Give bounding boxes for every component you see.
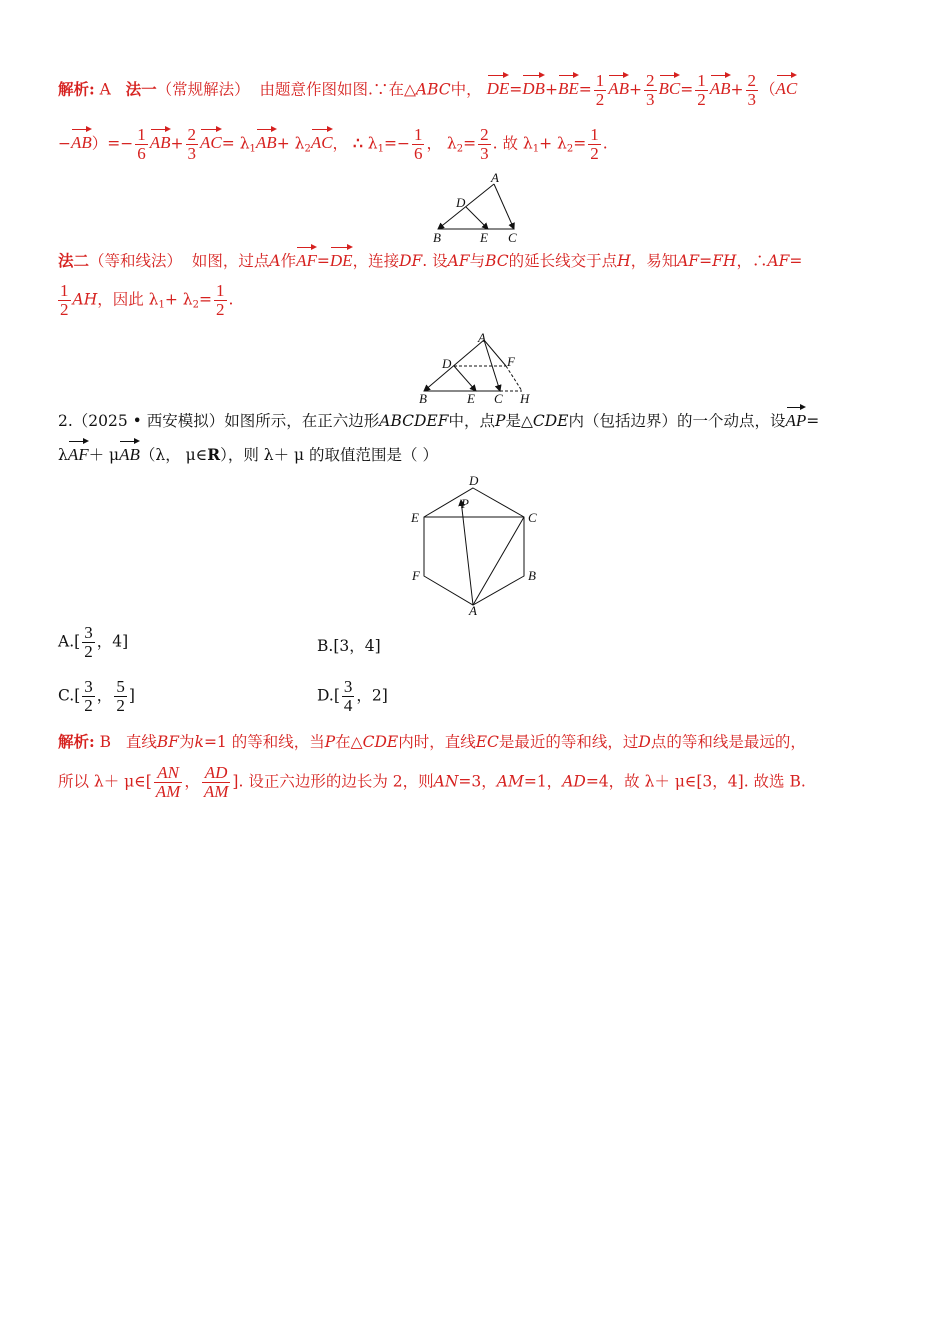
- solution-1-line-2: −AB）=− $\frac{1}{6}$ AB+ $\frac{2}{3}$ $AC= \lambda_1AB+ \lambda_2AC$， ∴ $\lambda_1=-$ $\frac{1}{6}$ ， $\lambda_2=$ $\frac{2}{3}$ . 故 $\lambda_1+ \lambda_2=$ $\frac{1}{2}$ .: [58, 125, 608, 163]
- option-label: D.: [317, 686, 334, 705]
- vector-ap-line: [461, 500, 473, 605]
- method-2-note: （等和线法）: [89, 252, 183, 270]
- subscript: 1: [249, 143, 256, 155]
- fraction-two-thirds: $\frac{2}{3}$: [480, 125, 489, 163]
- subscript: 2: [304, 143, 311, 155]
- point-a: A: [269, 252, 281, 270]
- option-d[interactable]: D.[ $\frac{3}{4}$ ，2]: [317, 677, 388, 715]
- segment-fh: [506, 366, 522, 391]
- text-fragment: 在△: [335, 733, 363, 751]
- point-p: P: [324, 733, 336, 751]
- vector-de: DE: [330, 247, 353, 270]
- side-ab: [438, 184, 494, 229]
- label-c: C: [494, 391, 503, 406]
- text-fragment: 点的等和线是最远的，: [650, 733, 806, 751]
- label-c: C: [528, 510, 537, 525]
- fraction-two-thirds: $\frac{2}{3}$: [646, 71, 655, 109]
- point-h: H: [617, 252, 631, 270]
- solution-2-line-1: [58, 734, 806, 751]
- segment-ec: EC: [475, 733, 499, 751]
- point-p: P: [495, 412, 506, 430]
- segment-de: [454, 366, 476, 391]
- lambda-symbol: λ: [239, 134, 250, 153]
- vector-ab: AB: [71, 129, 92, 152]
- label-b: B: [433, 230, 441, 245]
- subscript: 2: [192, 299, 199, 311]
- real-set-symbol: R: [207, 445, 221, 464]
- solution-label: 解析:: [58, 732, 95, 751]
- label-e: E: [480, 230, 488, 245]
- method-1-title: 法一: [125, 79, 157, 99]
- segment-df: DF: [399, 252, 423, 270]
- numerator: 3: [84, 677, 93, 696]
- lambda-symbol: λ: [446, 134, 457, 153]
- vector-af: AF: [68, 441, 89, 464]
- vector-af: AF: [296, 247, 317, 270]
- fraction-two-thirds: $\frac{2}{3}$: [747, 71, 757, 109]
- text-fragment: 如图所示，在正六边形: [224, 412, 380, 430]
- method-2-line-1: 法二（等和线法） 如图，过点A作AF=DE，连接DF. 设AF与BC的延长线交于点H，易知AF=FH，∴AF=: [58, 252, 802, 270]
- vector-ab: AB: [150, 129, 171, 152]
- vector-ab: AB: [119, 441, 140, 464]
- lambda-symbol: λ: [294, 134, 305, 153]
- lambda-symbol: λ: [182, 290, 193, 309]
- solution-answer: B: [99, 733, 112, 751]
- method-1-note: （常规解法）: [156, 80, 250, 99]
- denominator: 2: [84, 695, 93, 715]
- fraction-an-am: [154, 764, 183, 801]
- subscript: 2: [566, 143, 574, 155]
- fraction-ad-am: [202, 764, 231, 801]
- question-2-line-1: 2.（2025 • 西安模拟）如图所示，在正六边形ABCDEF中，点P是△CDE内（包括边界）的一个动点，设AP=: [58, 412, 819, 430]
- label-c: C: [508, 230, 517, 245]
- label-e: E: [467, 391, 475, 406]
- text-fragment: ，∴: [736, 252, 768, 270]
- text-fragment: . 故: [492, 134, 518, 153]
- fraction: [342, 678, 355, 715]
- text-fragment: 为: [179, 733, 195, 751]
- vector-ac: AC: [776, 75, 798, 98]
- lambda-symbol: λ: [557, 134, 567, 153]
- question-number: 2.: [58, 412, 73, 430]
- question-source: （2025 • 西安模拟）: [72, 412, 225, 430]
- method-2-title: 法二: [58, 251, 90, 270]
- segment-af: AF: [767, 252, 790, 270]
- option-label: C.: [58, 686, 75, 705]
- option-value: 4: [112, 632, 123, 651]
- vector-ab: AB: [256, 129, 277, 152]
- segment-af: [484, 340, 506, 366]
- lambda-symbol: λ: [148, 290, 159, 309]
- fraction-half: $\frac{1}{2}$: [595, 71, 605, 109]
- fraction-half: $\frac{1}{2}$: [590, 125, 599, 163]
- numerator: 5: [116, 677, 125, 696]
- label-e: E: [411, 510, 419, 525]
- text-fragment: ），则 λ＋ μ 的取值范围是（ ）: [220, 446, 438, 464]
- triangle-figure-2: [414, 330, 538, 406]
- hexagon-figure: [400, 472, 550, 620]
- fraction: [82, 624, 95, 661]
- option-label: A.: [58, 632, 75, 651]
- segment-am: AM: [496, 772, 524, 791]
- text-fragment: ，因此: [97, 290, 144, 309]
- numerator: AN: [157, 763, 179, 782]
- equation-af-fh: AF=FH: [677, 252, 737, 270]
- point-d: D: [638, 733, 651, 751]
- text-fragment: 与: [469, 252, 486, 270]
- solution-1-line-1: 解析: A 法一（常规解法） 由题意作图如图.∵在△ABC中， DE=DB+BE= $\frac{1}{2}$ AB+ $\frac{2}{3}$ BC= $\frac{1}{2}$ AB+ $\frac{2}{3}$ （AC: [58, 71, 798, 109]
- vector-db: DB: [522, 75, 545, 98]
- label-d: D: [456, 195, 466, 210]
- segment-bf: BF: [156, 733, 180, 751]
- mu-symbol: μ: [109, 446, 120, 464]
- text-fragment: . 设正六边形的边长为 2，则: [238, 772, 434, 791]
- solution-1-intro: 由题意作图如图.∵在△: [259, 80, 416, 99]
- label-d: D: [469, 473, 479, 488]
- text-fragment: 内（包括边界）的一个动点，设: [568, 412, 786, 430]
- therefore-symbol: ∴: [352, 133, 363, 153]
- option-b[interactable]: [317, 634, 381, 656]
- vector-ab: AB: [608, 75, 629, 98]
- vector-be: BE: [558, 75, 579, 98]
- label-a: A: [491, 170, 499, 185]
- lambda-symbol: λ: [367, 134, 378, 153]
- subscript: 1: [158, 299, 165, 311]
- segment-af: AF: [447, 252, 470, 270]
- label-d: D: [442, 356, 452, 371]
- method-2-line-2: $\frac{1}{2}$ AH，因此 $\lambda_1+ \lambda_2=$ $\frac{1}{2}$ .: [60, 281, 234, 319]
- option-c[interactable]: C.[ $\frac{3}{2}$ ， $\frac{5}{2}$ ]: [58, 677, 135, 715]
- hexagon-name: ABCDEF: [379, 412, 449, 430]
- solution-answer: A: [99, 80, 111, 99]
- vector-ab: AB: [710, 75, 731, 98]
- fraction-half: $\frac{1}{2}$: [60, 281, 69, 319]
- label-h: H: [520, 391, 530, 406]
- vector-ap: AP: [786, 407, 807, 430]
- subscript: 2: [456, 143, 464, 155]
- denominator: AM: [203, 781, 229, 801]
- fraction-half: $\frac{1}{2}$: [216, 281, 225, 319]
- numerator: 3: [343, 677, 353, 696]
- label-a: A: [469, 603, 477, 618]
- text-fragment: ，连接: [352, 252, 400, 270]
- fraction-half: $\frac{1}{2}$: [697, 71, 706, 109]
- text-fragment: 是△: [505, 412, 533, 430]
- text-fragment: 的延长线交于点: [508, 252, 618, 270]
- segment-de: [466, 207, 488, 229]
- label-p: P: [461, 496, 469, 511]
- segment-an: AN: [433, 772, 459, 791]
- subscript: 1: [532, 143, 540, 155]
- text-fragment: （λ， μ∈: [139, 446, 208, 464]
- subscript: 1: [377, 143, 384, 155]
- segment-ah: AH: [72, 290, 98, 309]
- text-fragment: ，易知: [630, 252, 678, 270]
- fraction-two-thirds: $\frac{2}{3}$: [187, 125, 197, 163]
- label-f: F: [507, 354, 515, 369]
- fraction: [82, 678, 95, 715]
- segment-ac: [473, 517, 524, 605]
- triangle-figure-1: [420, 170, 530, 246]
- side-ac: [494, 184, 514, 229]
- text-fragment: =3，: [458, 772, 497, 791]
- label-b: B: [528, 568, 536, 583]
- text-fragment: =4，故 λ＋ μ∈[3，4]. 故选 B.: [585, 772, 806, 791]
- vector-de: DE: [487, 75, 510, 98]
- label-a: A: [478, 330, 486, 345]
- solution-2-line-2: 所以 λ＋ μ∈[ $\frac{AN}{AM}$ ， $\frac{AD}{AM}$ ]. 设正六边形的边长为 2，则AN=3，AM=1，AD=4，故 λ＋ μ∈[3，4]. 故选 B.: [58, 763, 806, 801]
- text-fragment: 是最近的等和线，过: [498, 733, 639, 751]
- text-fragment: 内时，直线: [398, 733, 476, 751]
- text-fragment: 作: [280, 252, 297, 270]
- text-fragment: 所以 λ＋ μ∈: [58, 772, 146, 791]
- denominator: 2: [84, 641, 93, 661]
- text-fragment: 中，点: [448, 412, 496, 430]
- question-2-line-2: λAF＋ μAB（λ， μ∈R），则 λ＋ μ 的取值范围是（ ）: [58, 446, 438, 464]
- text-fragment: . 设: [422, 252, 448, 270]
- denominator: 4: [343, 695, 353, 715]
- text-fragment: 直线: [125, 733, 157, 751]
- variable-k: k: [194, 733, 204, 751]
- triangle-name: ABC: [415, 80, 451, 99]
- segment-ad: AD: [562, 772, 586, 791]
- label-b: B: [419, 391, 427, 406]
- lambda-symbol: λ: [522, 134, 533, 153]
- option-a[interactable]: A.[ $\frac{3}{2}$ ，4]: [58, 623, 129, 661]
- triangle-name: CDE: [362, 733, 399, 751]
- vector-ac: AC: [311, 129, 333, 152]
- lambda-symbol: λ: [58, 446, 68, 464]
- vector-ac: AC: [200, 129, 222, 152]
- vector-bc: BC: [659, 75, 681, 98]
- solution-label: 解析:: [58, 79, 95, 99]
- denominator: AM: [155, 781, 181, 801]
- label-f: F: [412, 568, 420, 583]
- option-label: B.: [317, 637, 334, 655]
- fraction-one-sixth: $\frac{1}{6}$: [137, 125, 146, 163]
- text-fragment: 中，: [450, 80, 482, 99]
- fraction-one-sixth: $\frac{1}{6}$: [413, 125, 423, 163]
- denominator: 2: [116, 695, 125, 715]
- segment-bc: BC: [485, 252, 509, 270]
- text-fragment: =1，: [523, 772, 563, 791]
- text-fragment: 如图，过点: [191, 252, 270, 270]
- option-value: [3，4]: [333, 637, 381, 655]
- hexagon-outline: [424, 488, 524, 605]
- text-fragment: =1 的等和线，当: [203, 733, 325, 751]
- option-value: 2: [371, 686, 382, 705]
- numerator: 3: [84, 623, 93, 642]
- fraction: [114, 678, 127, 715]
- numerator: AD: [204, 763, 228, 782]
- triangle-name: CDE: [532, 412, 569, 430]
